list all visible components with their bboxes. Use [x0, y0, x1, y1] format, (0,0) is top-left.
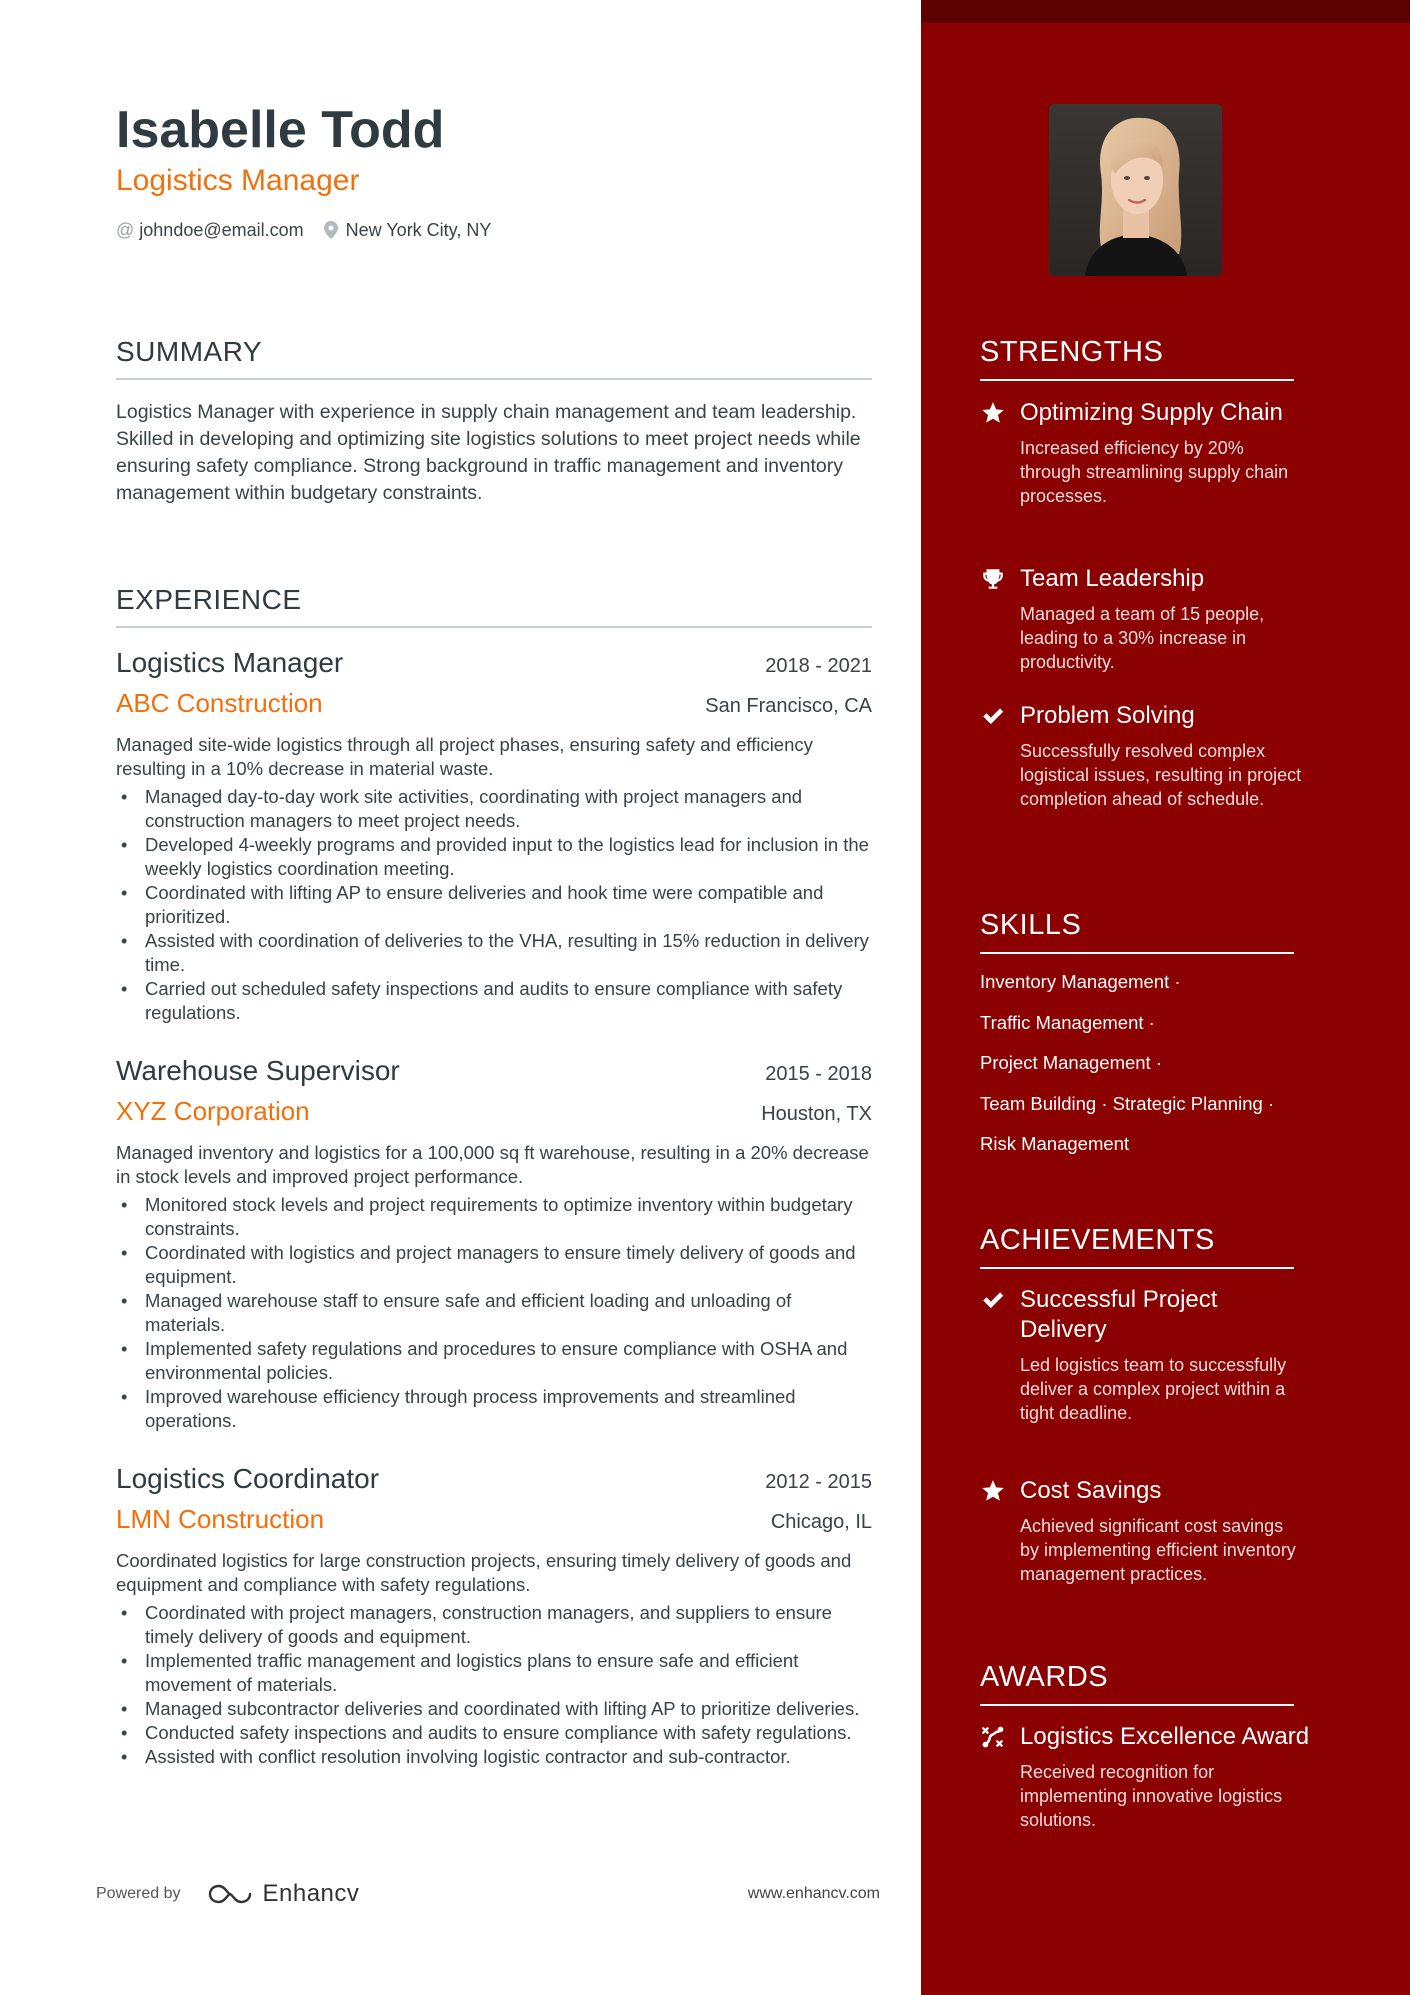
experience-heading: EXPERIENCE	[116, 583, 872, 628]
job-bullet: • Coordinated with lifting AP to ensure deliveries and hook time were compatible and prioritized.	[145, 881, 872, 929]
job-bullet: • Implemented traffic management and logistics plans to ensure safe and efficient movement of materials.	[145, 1649, 872, 1697]
award-item	[980, 1722, 1310, 1832]
job-company: LMN Construction	[116, 1504, 325, 1534]
strength-desc: Successfully resolved complex logistical issues, resulting in project completion ahead of schedule.	[1020, 741, 1302, 809]
location-pin-icon	[324, 221, 338, 239]
sidebar-top-band	[921, 0, 1410, 23]
job-bullet: • Managed warehouse staff to ensure safe and efficient loading and unloading of materials.	[145, 1289, 872, 1337]
job-entry	[116, 1053, 872, 1433]
check-icon	[980, 703, 1006, 729]
job-location: Chicago, IL	[770, 1511, 872, 1533]
job-bullet: • Improved warehouse efficiency through process improvements and streamlined operations.	[145, 1385, 872, 1433]
profile-photo	[1049, 104, 1222, 276]
award-title: Logistics Excellence Award	[1020, 1723, 1310, 1750]
job-bullets	[116, 785, 872, 1025]
job-bullet: • Assisted with coordination of deliveries to the VHA, resulting in 15% reduction in delivery time.	[145, 929, 872, 977]
strength-title: Team Leadership	[1020, 565, 1205, 592]
skill-row: Team Building · Strategic Planning ·	[980, 1092, 1275, 1114]
job-location: San Francisco, CA	[705, 695, 872, 717]
skill-row: Inventory Management ·	[980, 971, 1181, 992]
job-bullets	[116, 1193, 872, 1433]
job-bullet: • Monitored stock levels and project requirements to optimize inventory within budgetary constraints.	[145, 1193, 872, 1241]
strength-title: Problem Solving	[1020, 702, 1195, 729]
job-dates: 2018 - 2021	[765, 655, 872, 677]
enhancv-logo-icon	[207, 1883, 253, 1905]
strength-item	[980, 701, 1310, 811]
profile-photo-image	[1049, 104, 1222, 276]
achievements-heading: ACHIEVEMENTS	[980, 1223, 1294, 1269]
job-dates: 2012 - 2015	[765, 1471, 872, 1493]
job-entry	[116, 1461, 872, 1769]
email-text: johndoe@email.com	[139, 219, 304, 240]
strength-item	[980, 398, 1310, 508]
summary-text: Logistics Manager with experience in supply chain management and team leadership. Skilled in developing and optimizing site logistics solutions to meet project needs while ensuring safety compliance. Strong background in traffic management and inventory management within budgetary constraints.	[116, 401, 861, 504]
powered-by-label: Powered by	[96, 1885, 181, 1902]
job-bullet: • Conducted safety inspections and audits to ensure compliance with safety regulations.	[145, 1721, 872, 1745]
achievement-title: Successful Project Delivery	[1020, 1286, 1218, 1343]
skills-list	[980, 968, 1320, 1171]
skills-heading: SKILLS	[980, 908, 1294, 954]
job-title: Logistics Coordinator	[116, 1463, 380, 1494]
location-item	[326, 220, 492, 241]
enhancv-logo[interactable]	[207, 1880, 360, 1908]
achievement-title: Cost Savings	[1020, 1477, 1162, 1504]
skill-row: Project Management ·	[980, 1052, 1163, 1073]
award-desc: Received recognition for implementing innovative logistics solutions.	[1020, 1762, 1283, 1830]
job-description: Managed inventory and logistics for a 100,000 sq ft warehouse, resulting in a 20% decrease in stock levels and improved project performance.	[116, 1142, 869, 1187]
job-bullets	[116, 1601, 872, 1769]
candidate-title: Logistics Manager	[116, 164, 360, 197]
achievement-item	[980, 1285, 1310, 1425]
job-entry	[116, 645, 872, 1025]
star-icon	[980, 400, 1006, 426]
job-location: Houston, TX	[761, 1103, 872, 1125]
job-bullet: • Managed subcontractor deliveries and coordinated with lifting AP to prioritize deliveries.	[145, 1697, 872, 1721]
strengths-heading: STRENGTHS	[980, 335, 1294, 381]
job-company: ABC Construction	[116, 688, 323, 718]
achievement-desc: Achieved significant cost savings by implementing efficient inventory management practices.	[1020, 1516, 1296, 1584]
route-icon	[980, 1724, 1006, 1750]
job-description: Managed site-wide logistics through all project phases, ensuring safety and efficiency resulting in a 10% decrease in material waste.	[116, 734, 813, 779]
job-bullet: • Carried out scheduled safety inspections and audits to ensure compliance with safety regulations.	[145, 977, 872, 1025]
job-bullet: • Assisted with conflict resolution involving logistic contractor and sub-contractor.	[145, 1745, 872, 1769]
job-title: Warehouse Supervisor	[116, 1055, 400, 1086]
job-title: Logistics Manager	[116, 647, 344, 678]
location-text: New York City, NY	[345, 219, 492, 240]
star-icon	[980, 1478, 1006, 1504]
strength-title: Optimizing Supply Chain	[1020, 399, 1283, 426]
awards-heading: AWARDS	[980, 1660, 1294, 1706]
job-company: XYZ Corporation	[116, 1096, 310, 1126]
at-icon: @	[116, 219, 135, 240]
summary-heading: SUMMARY	[116, 335, 872, 380]
strength-desc: Increased efficiency by 20% through streamlining supply chain processes.	[1020, 438, 1289, 506]
email-item[interactable]	[116, 220, 304, 241]
trophy-icon	[980, 566, 1006, 592]
job-bullet: • Coordinated with project managers, construction managers, and suppliers to ensure timely delivery of goods and equipment.	[145, 1601, 872, 1649]
strength-desc: Managed a team of 15 people, leading to a 30% increase in productivity.	[1020, 604, 1265, 672]
strength-item	[980, 564, 1310, 674]
footer	[96, 1878, 880, 1910]
job-dates: 2015 - 2018	[765, 1063, 872, 1085]
achievement-desc: Led logistics team to successfully deliver a complex project within a tight deadline.	[1020, 1355, 1287, 1423]
enhancv-brand: Enhancv	[262, 1880, 360, 1907]
check-icon	[980, 1287, 1006, 1313]
job-bullet: • Managed day-to-day work site activities, coordinating with project managers and construction managers to meet project needs.	[145, 785, 872, 833]
candidate-name: Isabelle Todd	[116, 101, 445, 159]
job-bullet: • Implemented safety regulations and procedures to ensure compliance with OSHA and environmental policies.	[145, 1337, 872, 1385]
job-description: Coordinated logistics for large construction projects, ensuring timely delivery of goods and equipment and compliance with safety regulations.	[116, 1550, 852, 1595]
footer-url[interactable]: www.enhancv.com	[747, 1885, 880, 1902]
skill-row: Risk Management	[980, 1133, 1130, 1154]
job-bullet: • Coordinated with logistics and project managers to ensure timely delivery of goods and equipment.	[145, 1241, 872, 1289]
job-bullet: • Developed 4-weekly programs and provided input to the logistics lead for inclusion in the weekly logistics coordination meeting.	[145, 833, 872, 881]
skill-row: Traffic Management ·	[980, 1011, 1155, 1033]
contact-row	[116, 216, 513, 244]
achievement-item	[980, 1476, 1310, 1586]
